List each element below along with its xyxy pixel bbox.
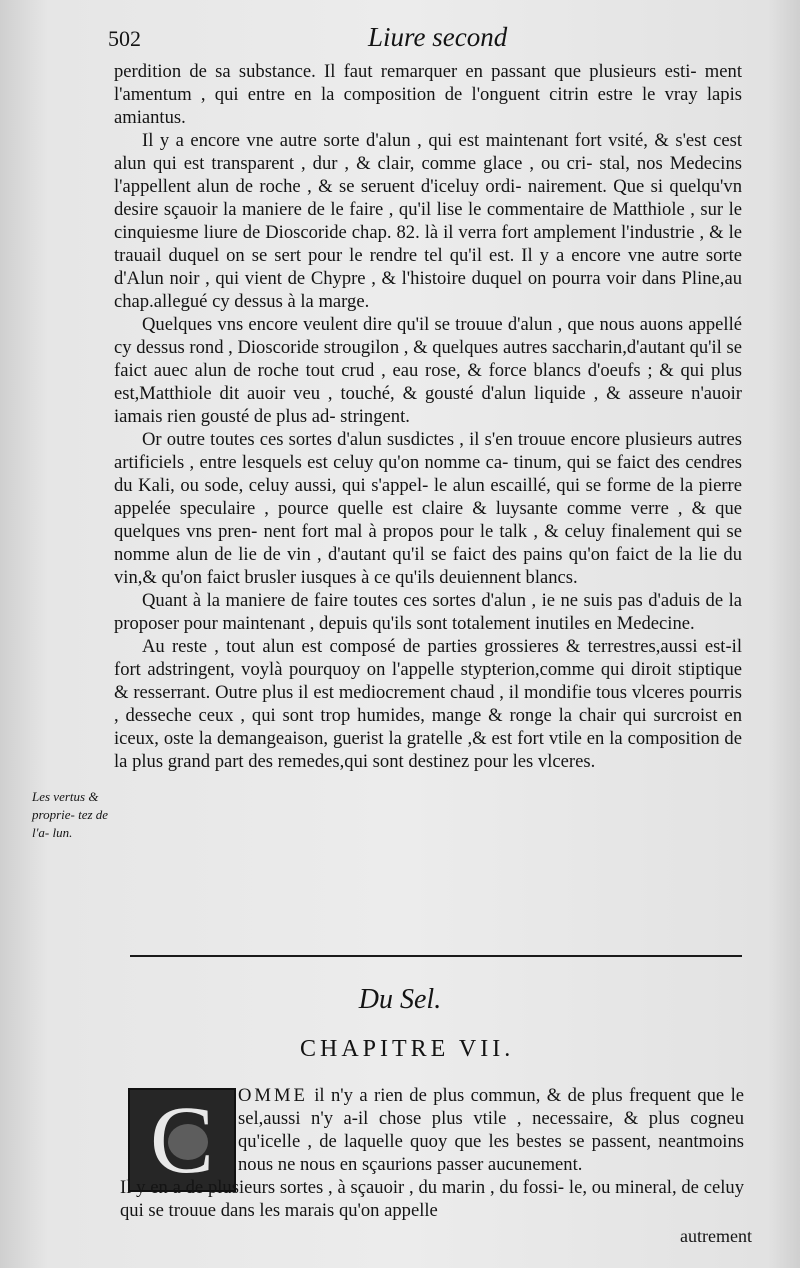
- initial-letter: C: [149, 1086, 215, 1193]
- paragraph: Quelques vns encore veulent dire qu'il se trouue d'alun , que nous auons appellé cy dessus rond , Dioscoride strougilon , & quelques autres saccharin,d'autant qu'il se faict auec alun de roche tout crud , eau rose, & force blancs d'oeufs ; & qui plus est,Matthiole dit auoir veu , touché, & gousté d'alun liquide , & asseure n'auoir iamais rien gousté de plus ad- stringent.: [114, 314, 742, 427]
- opening-word: OMME: [238, 1085, 308, 1106]
- paragraph: perdition de sa substance. Il faut remarquer en passant que plusieurs esti- ment l'amentum , qui entre en la composition de l'onguent citrin estre le vray lapis amiantus.: [114, 61, 742, 128]
- page-number: 502: [108, 26, 141, 51]
- chapter-continuation: Il y en a de plusieurs sortes , à sçauoir , du marin , du fossi- le, ou mineral, de celuy qui se trouue dans les marais qu'on appelle: [120, 1177, 744, 1221]
- section-title: Du Sel.: [358, 984, 442, 1015]
- main-text: [114, 60, 742, 773]
- page-header: [108, 22, 740, 56]
- paragraph: Or outre toutes ces sortes d'alun susdictes , il s'en trouue encore plusieurs autres artificiels , entre lesquels est celuy qu'on nomme ca- tinum, qui se faict des cendres du Kali, ou sode, celuy aussi, qui s'appel- le alun escaillé, qui se forme de la pierre appelée speculaire , pource quelle est claire & luysante comme verre , & que quelques vns pren- nent fort mal à propos pour le talk , & celuy finalement qui se nomme alun de lie de vin , d'autant qu'il se faict des pains qu'on faict de la lie du vin,& qu'on faict brusler iusques à ce qu'ils deuiennent blancs.: [114, 429, 742, 588]
- chapter-title: CHAPITRE VII.: [300, 1036, 515, 1062]
- running-head: Liure second: [368, 22, 508, 52]
- catchword: autrement: [680, 1226, 752, 1246]
- paragraph: Il y a encore vne autre sorte d'alun , qui est maintenant fort vsité, & s'est cest alun qui est transparent , dur , & clair, comme glace , ou cri- stal, nos Medecins l'appellent alun de roche , & se seruent d'iceluy ordi- nairement. Que si quelqu'vn desire sçauoir la maniere de le faire , qu'il lise le commentaire de Matthiole , sur le cinquiesme liure de Dioscoride chap. 82. là il verra fort amplement l'industrie , & le trauail duquel on se sert pour le rendre tel qu'il est. Il y a encore vne autre sorte d'Alun noir , qui vient de Chypre , & l'histoire duquel on pourra voir dans Pline,au chap.allegué cy dessus à la marge.: [114, 130, 742, 312]
- section-rule: [130, 955, 742, 957]
- margin-note: Les vertus & proprie- tez de l'a- lun.: [32, 789, 109, 840]
- paragraph: Quant à la maniere de faire toutes ces sortes d'alun , ie ne suis pas d'aduis de la proposer pour maintenant , depuis qu'ils sont totalement inutiles en Medecine.: [114, 590, 742, 634]
- chapter-opening: [238, 1084, 744, 1176]
- chapter-first-lines: il n'y a rien de plus commun, & de plus frequent que le sel,aussi n'y a-il chose plus vtile , necessaire, & plus cogneu qu'icelle , de laquelle quoy que les bestes se passent, neantmoins nous ne nous en sçaurions passer aucunement.: [238, 1085, 744, 1175]
- paragraph: Au reste , tout alun est composé de parties grossieres & terrestres,aussi est-il fort adstringent, voylà pourquoy on l'appelle stypterion,comme qui diroit stiptique & resserrant. Outre plus il est mediocrement chaud , il mondifie tous vlceres pourris , desseche ceux , qui sont trop humides, mange & ronge la chair qui surcroist en iceux, oste la demangeaison, guerist la gratelle ,& est fort vtile en la composition de la plus grand part des remedes,qui sont destinez pour les vlceres.: [114, 636, 742, 772]
